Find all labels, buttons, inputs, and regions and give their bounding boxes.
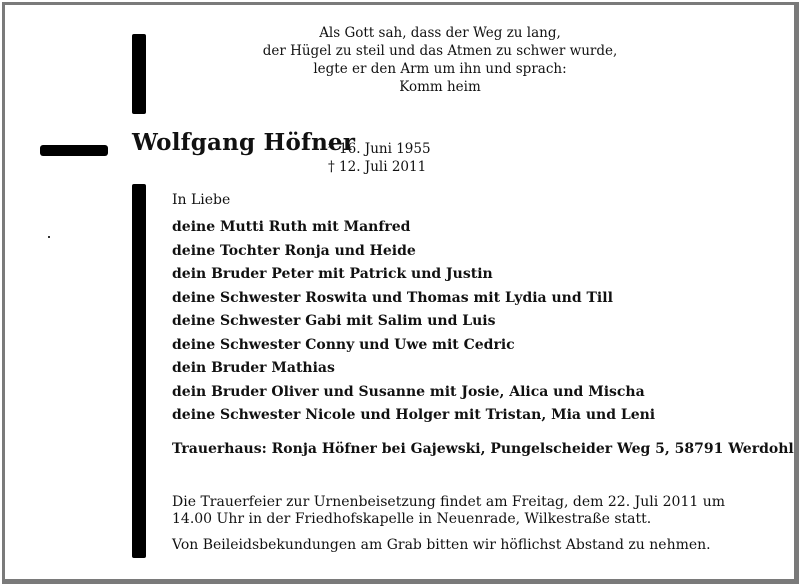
condolence-request: Von Beileidsbekundungen am Grab bitten wir höflichst Abstand zu nehmen.	[172, 537, 711, 553]
funeral-service-info	[172, 494, 725, 528]
mourners-list	[172, 217, 655, 429]
mourner-line: dein Bruder Peter mit Patrick und Justin	[172, 266, 493, 282]
life-dates	[328, 140, 431, 176]
in-love-intro: In Liebe	[172, 192, 231, 208]
speck	[48, 236, 50, 238]
deceased-name: Wolfgang Höfner	[132, 129, 356, 156]
mourner-line: deine Tochter Ronja und Heide	[172, 242, 416, 259]
service-line: Die Trauerfeier zur Urnenbeisetzung findet am Freitag, dem 22. Juli 2011 um	[172, 494, 726, 510]
poem-line: Komm heim	[399, 79, 481, 95]
mourner-line: deine Schwester Roswita und Thomas mit Lydia und Till	[172, 289, 613, 306]
poem-line: legte er den Arm um ihn und sprach:	[313, 61, 567, 77]
mourner-line: deine Schwester Gabi mit Salim und Luis	[172, 313, 496, 329]
poem	[220, 24, 660, 96]
service-line: 14.00 Uhr in der Friedhofskapelle in Neuenrade, Wilkestraße statt.	[172, 511, 652, 527]
death-date: † 12. Juli 2011	[328, 159, 427, 175]
mourner-line: deine Schwester Conny und Uwe mit Cedric	[172, 336, 515, 353]
cross-left-bar	[40, 145, 108, 156]
birth-date: * 16. Juni 1955	[328, 141, 431, 157]
poem-line: Als Gott sah, dass der Weg zu lang,	[319, 25, 561, 41]
mourner-line: deine Schwester Nicole und Holger mit Tristan, Mia und Leni	[172, 407, 656, 423]
mourner-line: dein Bruder Oliver und Susanne mit Josie, Alica und Mischa	[172, 383, 645, 400]
mourning-house-address: Trauerhaus: Ronja Höfner bei Gajewski, Pungelscheider Weg 5, 58791 Werdohl	[172, 441, 794, 457]
mourner-line: deine Mutti Ruth mit Manfred	[172, 219, 411, 235]
cross-bottom-bar	[132, 184, 146, 558]
mourner-line: dein Bruder Mathias	[172, 360, 335, 376]
cross-top-bar	[132, 34, 146, 114]
poem-line: der Hügel zu steil und das Atmen zu schwer wurde,	[262, 43, 618, 59]
